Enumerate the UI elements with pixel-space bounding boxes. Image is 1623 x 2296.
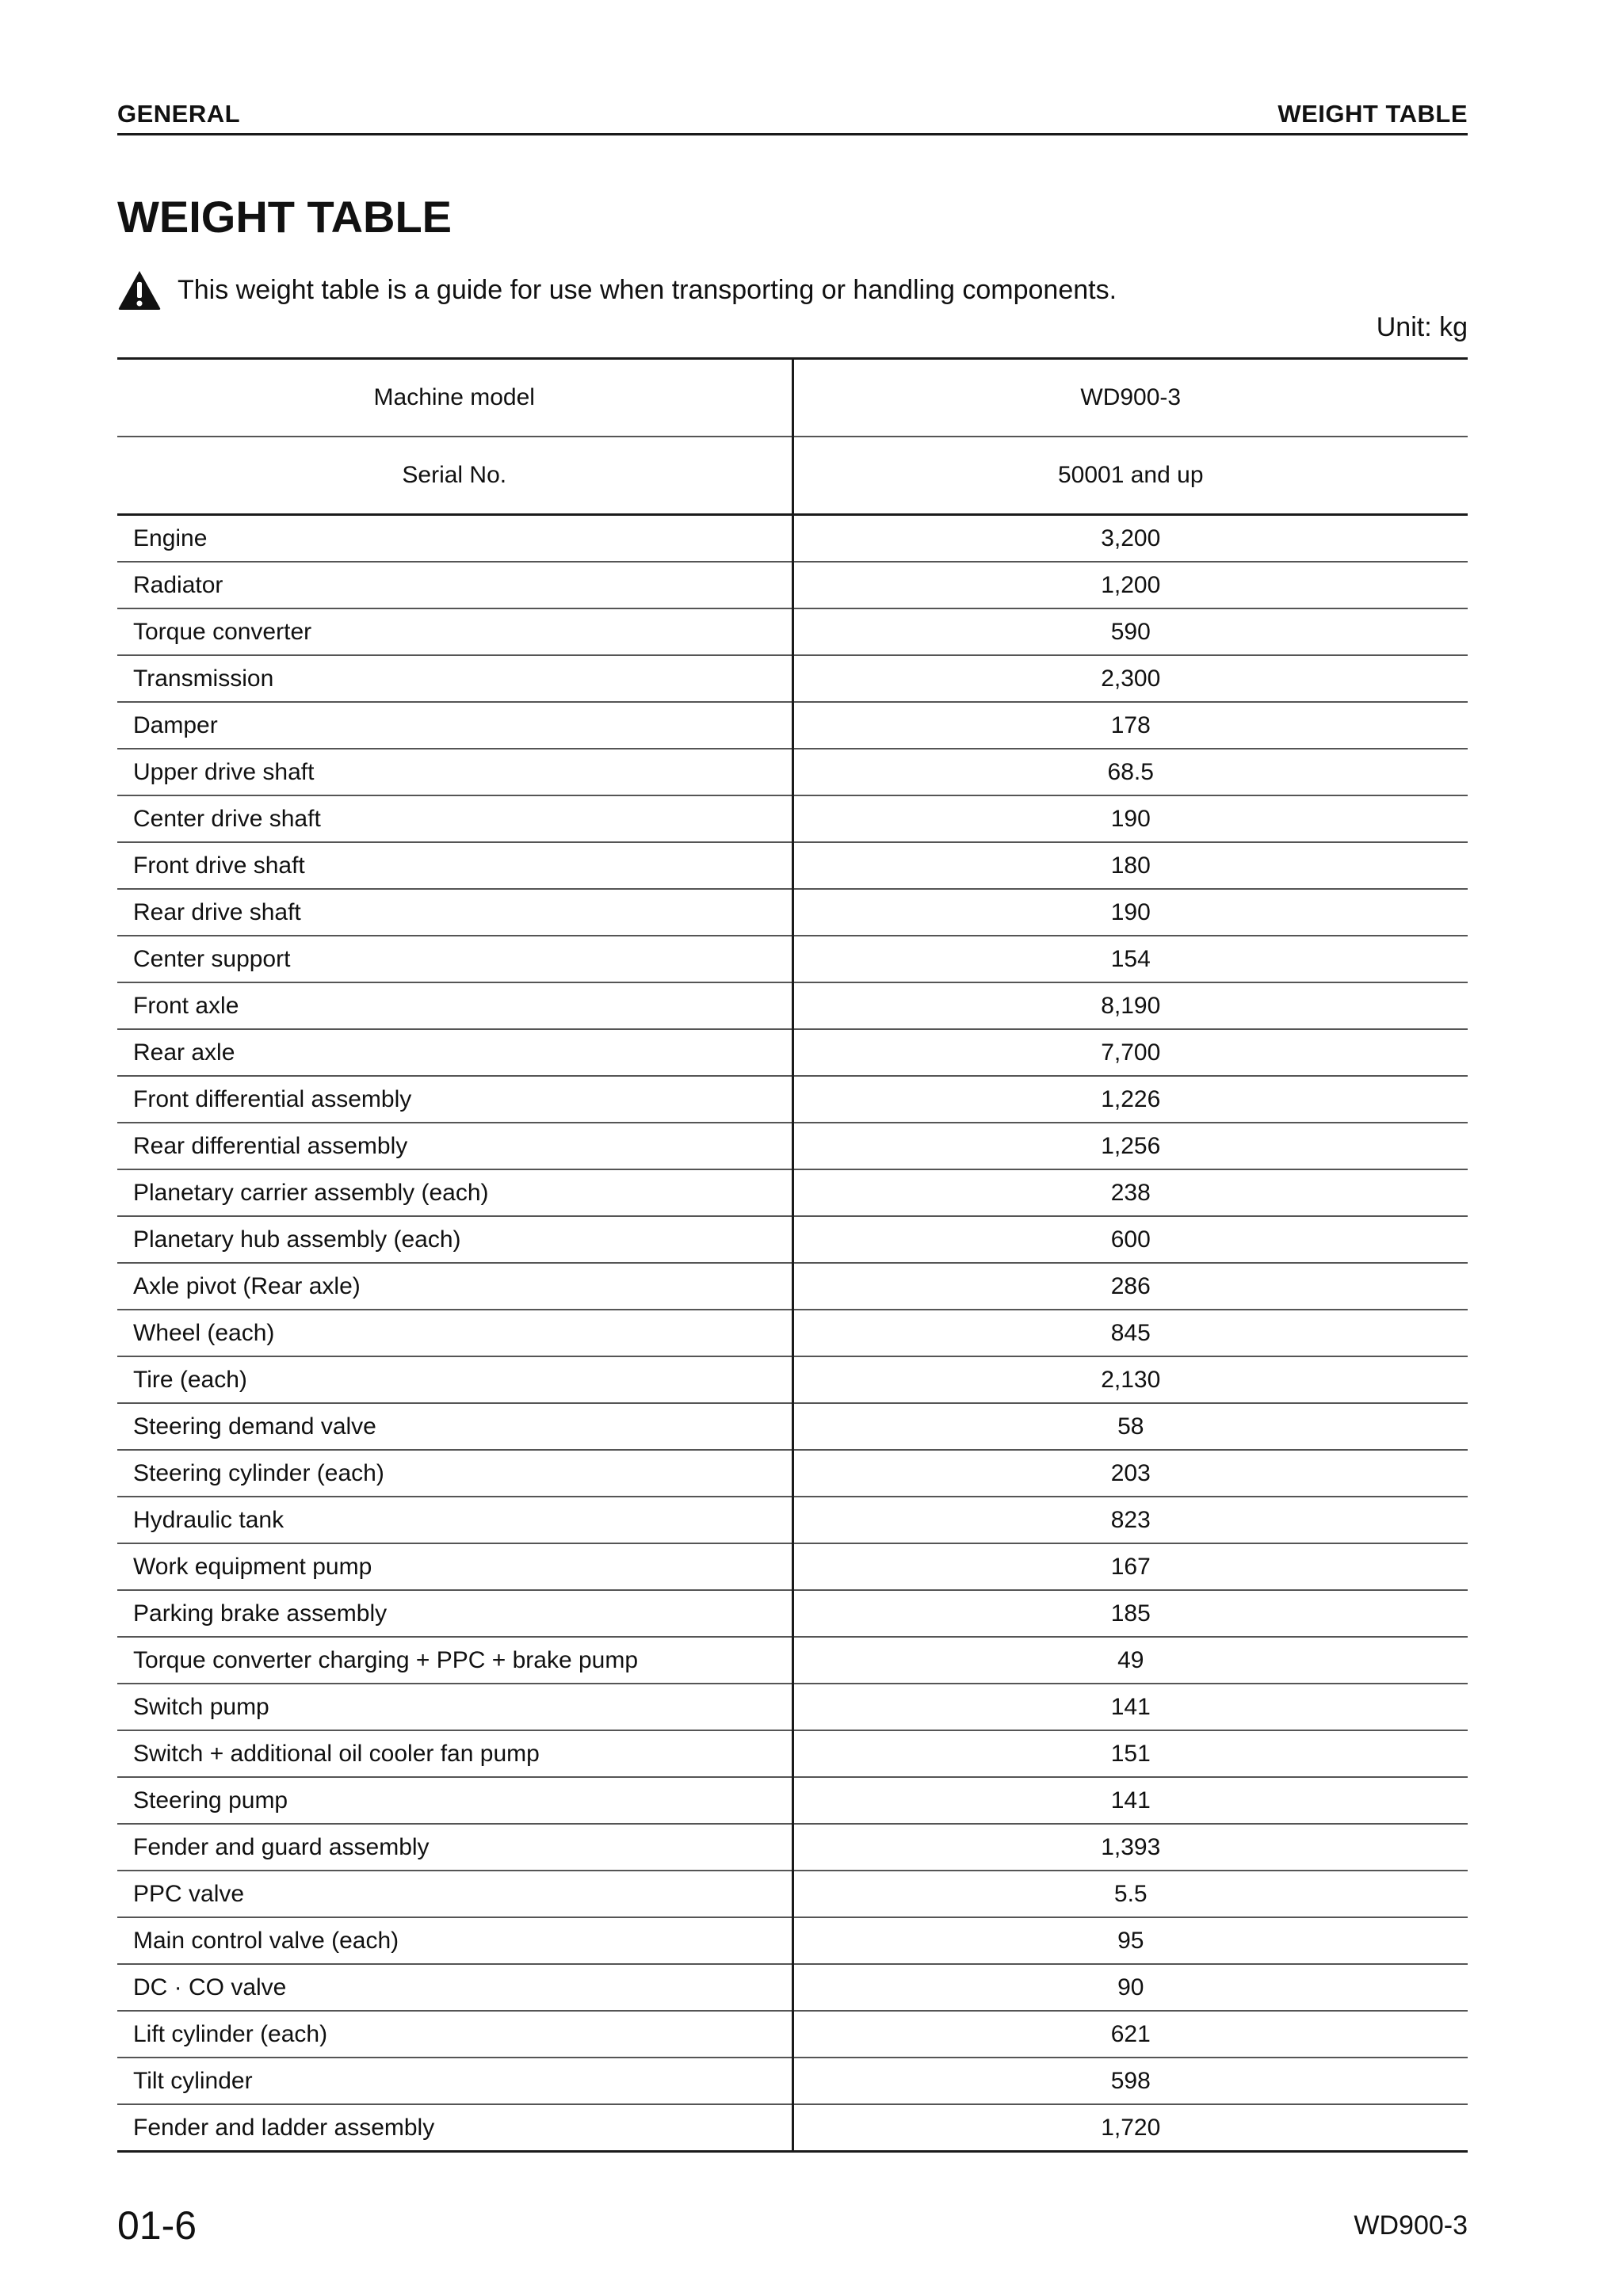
serial-number-row	[117, 437, 1468, 515]
notice-text: This weight table is a guide for use when transporting or handling components.	[178, 274, 1117, 305]
table-row	[117, 1590, 1468, 1637]
component-weight: 845	[792, 1310, 1468, 1356]
table-row	[117, 1497, 1468, 1543]
page-header	[117, 93, 1468, 135]
document-page	[117, 0, 1468, 2296]
header-section-label: GENERAL	[117, 100, 241, 128]
component-weight: 7,700	[792, 1029, 1468, 1076]
component-weight: 1,200	[792, 562, 1468, 608]
component-name: DC · CO valve	[117, 1964, 792, 2011]
component-name: Transmission	[117, 655, 792, 702]
table-row	[117, 562, 1468, 608]
component-name: Steering cylinder (each)	[117, 1450, 792, 1497]
component-name: Engine	[117, 515, 792, 563]
table-row	[117, 982, 1468, 1029]
component-weight: 1,720	[1101, 2114, 1161, 2141]
component-name: Work equipment pump	[117, 1543, 792, 1590]
table-row	[117, 1123, 1468, 1169]
unit-label: Unit: kg	[1376, 312, 1468, 342]
table-row	[117, 842, 1468, 889]
component-name: Damper	[117, 702, 792, 749]
table-row	[117, 1450, 1468, 1497]
component-weight: 1,393	[792, 1824, 1468, 1871]
table-row	[117, 1824, 1468, 1871]
component-weight: 95	[792, 1917, 1468, 1964]
component-name: Front axle	[117, 982, 792, 1029]
table-row	[117, 1917, 1468, 1964]
component-weight: 5.5	[792, 1871, 1468, 1917]
component-weight: 151	[792, 1730, 1468, 1777]
component-name: Axle pivot (Rear axle)	[117, 1263, 792, 1310]
component-weight: 3,200	[792, 515, 1468, 563]
component-name: Planetary hub assembly (each)	[117, 1216, 792, 1263]
component-weight: 180	[792, 842, 1468, 889]
component-name: Hydraulic tank	[117, 1497, 792, 1543]
table-row	[117, 1029, 1468, 1076]
weight-table-body	[117, 515, 1468, 2152]
table-row	[117, 1356, 1468, 1403]
table-row	[117, 1263, 1468, 1310]
table-row	[117, 2011, 1468, 2058]
page-title: WEIGHT TABLE	[117, 192, 453, 242]
component-name: PPC valve	[117, 1871, 792, 1917]
machine-model-label: Machine model	[117, 359, 792, 437]
component-weight: 49	[792, 1637, 1468, 1684]
component-weight: 190	[792, 795, 1468, 842]
table-row	[117, 1216, 1468, 1263]
table-row	[117, 2058, 1468, 2104]
component-name: Planetary carrier assembly (each)	[117, 1169, 792, 1216]
component-weight: 598	[792, 2058, 1468, 2104]
component-weight: 2,130	[792, 1356, 1468, 1403]
component-name: Front differential assembly	[117, 1076, 792, 1123]
serial-number-label: Serial No.	[117, 437, 792, 515]
table-row	[117, 1543, 1468, 1590]
component-name: Torque converter charging + PPC + brake pump	[117, 1637, 792, 1684]
component-name: Center support	[117, 936, 792, 982]
table-row	[117, 1310, 1468, 1356]
component-name: Center drive shaft	[117, 795, 792, 842]
weight-table	[117, 357, 1468, 2153]
component-weight: 238	[792, 1169, 1468, 1216]
table-row	[117, 655, 1468, 702]
component-name: Main control valve (each)	[117, 1917, 792, 1964]
table-row	[117, 1403, 1468, 1450]
component-weight: 58	[792, 1403, 1468, 1450]
component-weight: 154	[792, 936, 1468, 982]
table-row	[117, 749, 1468, 795]
component-weight: 141	[792, 1777, 1468, 1824]
component-name: Upper drive shaft	[117, 749, 792, 795]
component-name: Front drive shaft	[117, 842, 792, 889]
component-name: Steering pump	[117, 1777, 792, 1824]
table-row	[117, 1730, 1468, 1777]
component-name: Rear axle	[117, 1029, 792, 1076]
component-name: Rear differential assembly	[117, 1123, 792, 1169]
component-weight: 823	[792, 1497, 1468, 1543]
component-weight: 590	[792, 608, 1468, 655]
warning-triangle-icon	[117, 269, 162, 311]
table-row	[117, 1076, 1468, 1123]
table-row	[117, 608, 1468, 655]
component-weight: 203	[792, 1450, 1468, 1497]
table-row	[117, 1684, 1468, 1730]
table-row	[117, 702, 1468, 749]
component-name: Fender and ladder assembly	[117, 2104, 792, 2152]
component-weight: 185	[792, 1590, 1468, 1637]
header-topic-label: WEIGHT TABLE	[1277, 100, 1468, 128]
component-name: Switch + additional oil cooler fan pump	[117, 1730, 792, 1777]
component-name: Tilt cylinder	[117, 2058, 792, 2104]
component-weight: 190	[792, 889, 1468, 936]
component-name: Steering demand valve	[117, 1403, 792, 1450]
component-weight: 167	[792, 1543, 1468, 1590]
component-name: Wheel (each)	[117, 1310, 792, 1356]
component-weight: 8,190	[792, 982, 1468, 1029]
component-weight: 621	[792, 2011, 1468, 2058]
component-name: Torque converter	[117, 608, 792, 655]
component-weight: 178	[792, 702, 1468, 749]
table-row	[117, 1871, 1468, 1917]
component-name: Parking brake assembly	[117, 1590, 792, 1637]
component-name: Switch pump	[117, 1684, 792, 1730]
component-name: Tire (each)	[117, 1356, 792, 1403]
table-row	[117, 1169, 1468, 1216]
table-row	[117, 889, 1468, 936]
component-weight: 90	[792, 1964, 1468, 2011]
table-row	[117, 795, 1468, 842]
component-weight: 2,300	[792, 655, 1468, 702]
component-weight: 141	[792, 1684, 1468, 1730]
serial-number-value: 50001 and up	[792, 437, 1468, 515]
component-name: Rear drive shaft	[117, 889, 792, 936]
table-row	[117, 936, 1468, 982]
table-row	[117, 1637, 1468, 1684]
component-name: Radiator	[117, 562, 792, 608]
component-weight: 286	[792, 1263, 1468, 1310]
component-weight: 1,226	[792, 1076, 1468, 1123]
table-row	[117, 1964, 1468, 2011]
machine-model-row	[117, 359, 1468, 437]
component-weight: 600	[792, 1216, 1468, 1263]
table-row	[117, 1777, 1468, 1824]
table-row	[117, 515, 1468, 563]
component-weight: 1,256	[792, 1123, 1468, 1169]
component-name: Fender and guard assembly	[117, 1824, 792, 1871]
component-name: Lift cylinder (each)	[117, 2011, 792, 2058]
notice	[117, 268, 1117, 312]
footer-model: WD900-3	[1354, 2210, 1468, 2241]
page-number: 01-6	[117, 2203, 197, 2248]
component-weight: 68.5	[792, 749, 1468, 795]
machine-model-value: WD900-3	[792, 359, 1468, 437]
table-row	[117, 2104, 1468, 2152]
